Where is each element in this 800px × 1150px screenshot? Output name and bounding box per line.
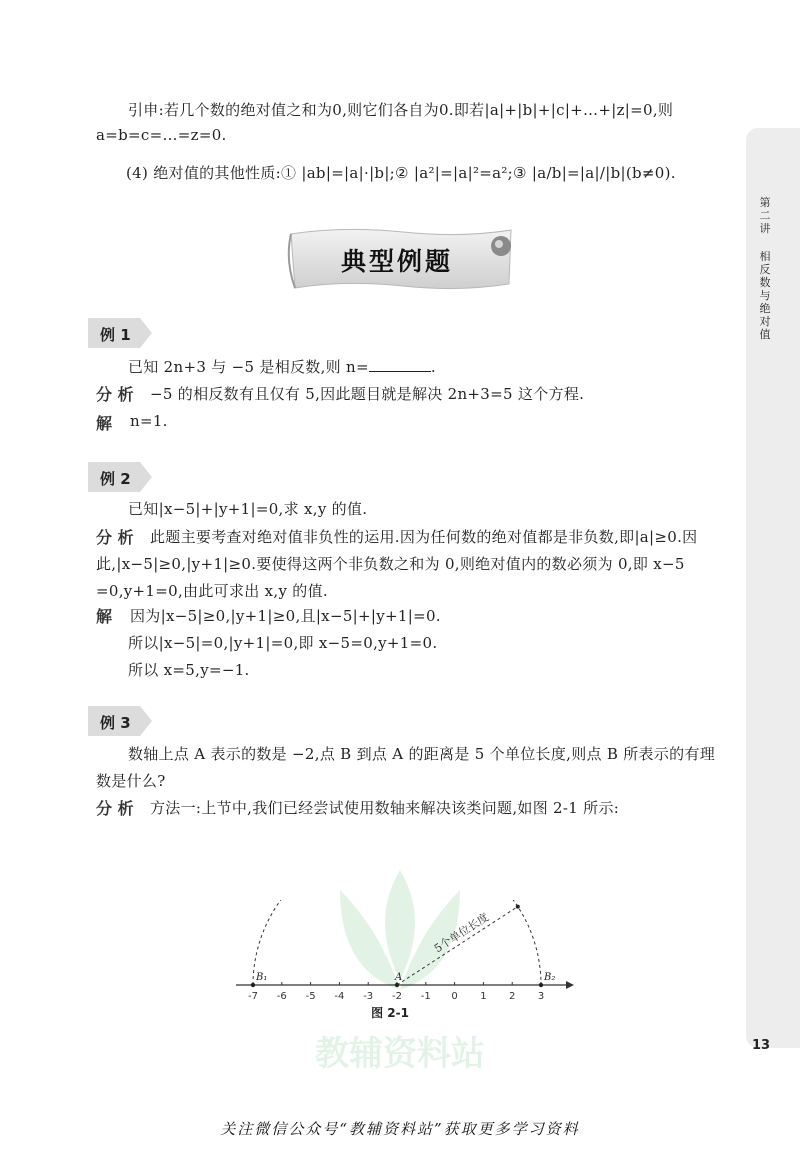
intro-line-1: 引申:若几个数的绝对值之和为0,则它们各自为0.即若|a|+|b|+|c|+…+|z|=0,则 <box>128 101 674 119</box>
tick-label: -7 <box>248 991 258 1002</box>
number-line-point <box>539 983 543 987</box>
tick-label: 2 <box>509 991 516 1002</box>
example-1-label: 例 1 <box>88 318 154 348</box>
tick-label: -2 <box>392 991 402 1002</box>
example-2-analysis-tag: 分 析 <box>96 528 134 547</box>
figure-number-line <box>230 900 580 1025</box>
example-3-analysis-tag: 分 析 <box>96 799 134 818</box>
tick-label: 3 <box>537 991 545 1002</box>
example-1-solution: n=1. <box>130 412 168 430</box>
tick-label: -6 <box>276 991 287 1002</box>
point-label: B₁ <box>256 972 268 983</box>
example-3-question-line-1: 数轴上点 A 表示的数是 −2,点 B 到点 A 的距离是 5 个单位长度,则点 B 所表示的有理 <box>128 745 716 763</box>
number-line-point <box>395 983 399 987</box>
point-label: B₂ <box>544 972 556 983</box>
tick-label: -3 <box>363 991 374 1002</box>
tick-label: -1 <box>420 991 431 1002</box>
page-number: 13 <box>752 1038 771 1053</box>
example-2-analysis-line-1: 此题主要考查对绝对值非负性的运用.因为任何数的绝对值都是非负数,即|a|≥0.因 <box>150 528 698 546</box>
arc-end-point <box>516 905 520 909</box>
radius-label: 5个单位长度 <box>431 910 492 956</box>
point-label: A <box>395 972 403 983</box>
intro-line-2: a=b=c=…=z=0. <box>96 126 227 144</box>
example-1-analysis-tag: 分 析 <box>96 385 134 404</box>
radius-line <box>397 907 518 985</box>
example-1-solution-tag: 解 <box>96 414 113 433</box>
footer-note: 关注微信公众号“教辅资料站”获取更多学习资料 <box>220 1120 580 1138</box>
chapter-side-tab <box>746 128 800 1048</box>
example-3-analysis: 方法一:上节中,我们已经尝试使用数轴来解决该类问题,如图 2-1 所示: <box>150 799 620 817</box>
tick-label: 1 <box>480 991 487 1002</box>
section-title: 典型例题 <box>341 247 454 276</box>
number-line-point <box>251 983 255 987</box>
tick-label: -4 <box>334 991 345 1002</box>
example-2-question: 已知|x−5|+|y+1|=0,求 x,y 的值. <box>128 500 368 518</box>
example-3-question-line-2: 数是什么? <box>96 772 166 790</box>
example-2-label: 例 2 <box>88 462 154 492</box>
tick-label: 0 <box>451 991 458 1002</box>
example-3-label: 例 3 <box>88 706 154 736</box>
section-title-banner <box>285 224 521 296</box>
example-2-solution-line-1: 因为|x−5|≥0,|y+1|≥0,且|x−5|+|y+1|=0. <box>130 607 441 625</box>
figure-caption: 图 2-1 <box>371 1006 409 1020</box>
answer-blank <box>369 359 431 372</box>
example-2-solution-line-2: 所以|x−5|=0,|y+1|=0,即 x−5=0,y+1=0. <box>128 634 438 652</box>
example-2-solution-line-3: 所以 x=5,y=−1. <box>128 661 250 679</box>
chapter-label: 第二讲 <box>759 196 771 235</box>
tick-label: -5 <box>305 991 316 1002</box>
intro-line-3: (4) 绝对值的其他性质:① |ab|=|a|·|b|;② |a²|=|a|²=a²;③ |a/b|=|a|/|b|(b≠0). <box>126 164 676 182</box>
example-1-question: 已知 2n+3 与 −5 是相反数,则 n= . <box>128 358 436 376</box>
example-1-analysis: −5 的相反数有且仅有 5,因此题目就是解决 2n+3=5 这个方程. <box>150 385 585 403</box>
example-2-solution-tag: 解 <box>96 607 113 626</box>
chapter-topic: 相反数与绝对值 <box>759 250 771 341</box>
example-2-analysis-line-3: =0,y+1=0,由此可求出 x,y 的值. <box>96 582 328 600</box>
example-2-analysis-line-2: 此,|x−5|≥0,|y+1|≥0.要使得这两个非负数之和为 0,则绝对值内的数必须为 0,即 x−5 <box>96 555 685 573</box>
axis-arrow-icon <box>566 981 574 989</box>
watermark-text: 教辅资料站 <box>315 1034 485 1074</box>
